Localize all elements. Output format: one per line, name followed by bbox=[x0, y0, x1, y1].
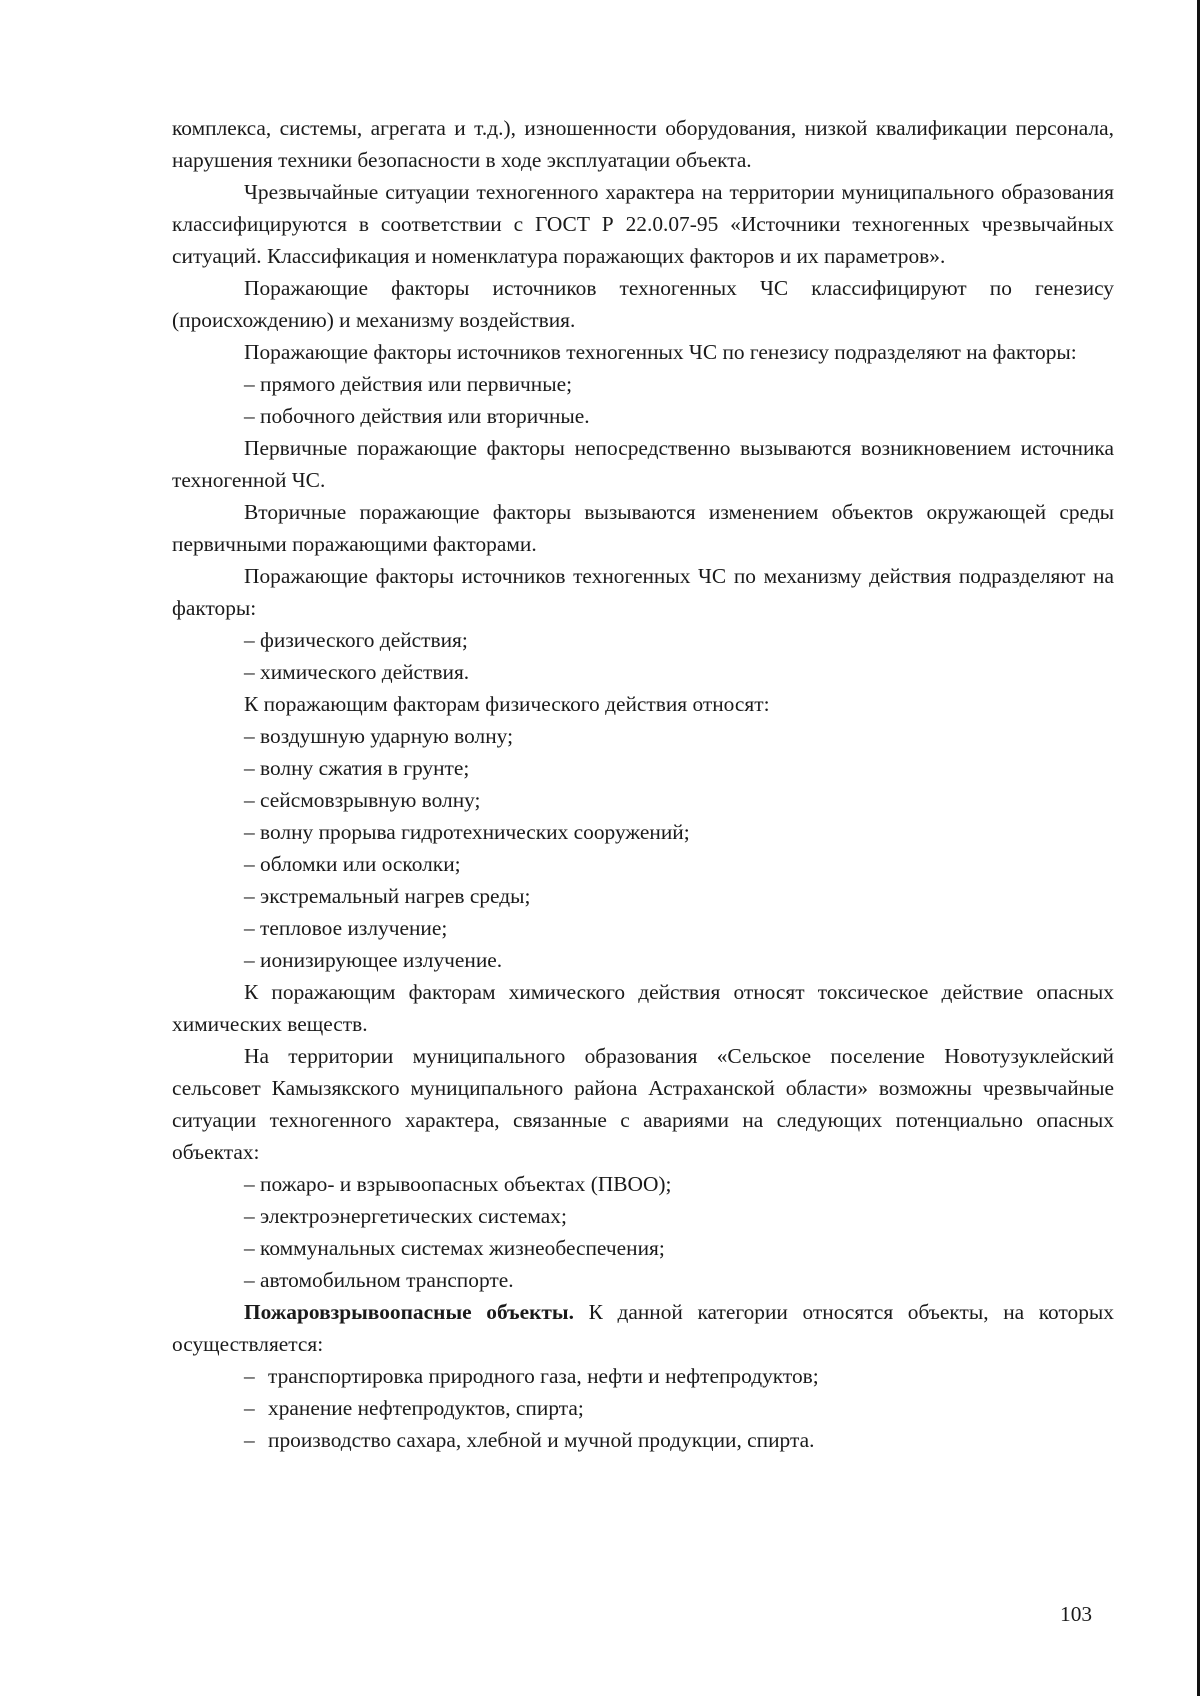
list-item: – химического действия. bbox=[244, 660, 470, 684]
section-heading: Пожаровзрывоопасные объекты. bbox=[244, 1300, 574, 1324]
list-dash: – bbox=[244, 1396, 255, 1420]
list-item: – воздушную ударную волну; bbox=[244, 724, 514, 748]
list-item: – волну прорыва гидротехнических сооружений; bbox=[244, 820, 690, 844]
paragraph: Поражающие факторы источников техногенных ЧС классифицируют по генезису (происхождению) и механизму воздействия. bbox=[172, 276, 1114, 332]
list-item: – пожаро- и взрывоопасных объектах (ПВОО); bbox=[244, 1172, 672, 1196]
paragraph: Вторичные поражающие факторы вызываются изменением объектов окружающей среды первичными поражающими факторами. bbox=[172, 500, 1114, 556]
list-item: – побочного действия или вторичные. bbox=[244, 404, 590, 428]
paragraph: Первичные поражающие факторы непосредственно вызываются возникновением источника техногенной ЧС. bbox=[172, 436, 1114, 492]
paragraph-text: К данной категории относятся объекты, на которых осуществляется: bbox=[172, 1300, 1114, 1356]
list-item: – экстремальный нагрев среды; bbox=[244, 884, 531, 908]
list-item: – коммунальных системах жизнеобеспечения; bbox=[244, 1236, 665, 1260]
list-dash: – bbox=[244, 1428, 255, 1452]
paragraph bbox=[172, 1296, 1114, 1360]
list-item bbox=[172, 1360, 1114, 1392]
list-item: – прямого действия или первичные; bbox=[244, 372, 573, 396]
paragraph: На территории муниципального образования «Сельское поселение Новотузуклейский сельсовет Камызякского муниципального района Астраханской области» возможны чрезвычайные ситуации техногенного характера, связанные с авариями на следующих потенциально опасных объектах: bbox=[172, 1044, 1114, 1164]
paragraph: К поражающим факторам химического действия относят токсическое действие опасных химических веществ. bbox=[172, 980, 1114, 1036]
list-item: – автомобильном транспорте. bbox=[244, 1268, 514, 1292]
paragraph: Поражающие факторы источников техногенных ЧС по механизму действия подразделяют на факторы: bbox=[172, 564, 1114, 620]
paragraph: комплекса, системы, агрегата и т.д.), изношенности оборудования, низкой квалификации персонала, нарушения техники безопасности в ходе эксплуатации объекта. bbox=[172, 116, 1114, 172]
paragraph: Чрезвычайные ситуации техногенного характера на территории муниципального образования классифицируются в соответствии с ГОСТ Р 22.0.07-95 «Источники техногенных чрезвычайных ситуаций. Классификация и номенклатура поражающих факторов и их параметров». bbox=[172, 180, 1114, 268]
list-dash: – bbox=[244, 1364, 255, 1388]
paragraph: Поражающие факторы источников техногенных ЧС по генезису подразделяют на факторы: bbox=[244, 340, 1077, 364]
list-item: – волну сжатия в грунте; bbox=[244, 756, 470, 780]
list-item: – физического действия; bbox=[244, 628, 468, 652]
list-item: – тепловое излучение; bbox=[244, 916, 448, 940]
list-item bbox=[172, 1392, 1114, 1424]
document-body bbox=[172, 112, 1114, 1456]
paragraph: К поражающим факторам физического действия относят: bbox=[244, 692, 770, 716]
list-item bbox=[172, 1424, 1114, 1456]
list-item-text: производство сахара, хлебной и мучной продукции, спирта. bbox=[268, 1428, 815, 1452]
list-item: – ионизирующее излучение. bbox=[244, 948, 503, 972]
list-item: – электроэнергетических системах; bbox=[244, 1204, 567, 1228]
list-item-text: транспортировка природного газа, нефти и нефтепродуктов; bbox=[268, 1364, 819, 1388]
list-item: – обломки или осколки; bbox=[244, 852, 461, 876]
list-item-text: хранение нефтепродуктов, спирта; bbox=[268, 1396, 584, 1420]
list-item: – сейсмовзрывную волну; bbox=[244, 788, 481, 812]
page-number: 103 bbox=[1060, 1602, 1093, 1626]
